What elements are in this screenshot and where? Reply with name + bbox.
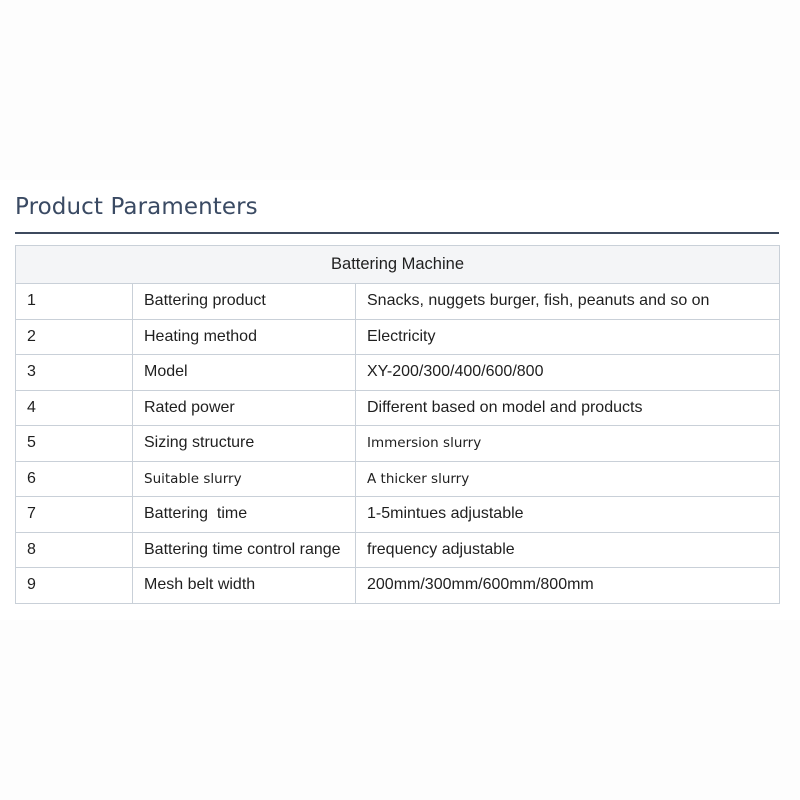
parameter-name: Mesh belt width: [133, 568, 356, 604]
parameter-value: frequency adjustable: [356, 532, 780, 568]
table-row: [16, 284, 780, 320]
table-row: [16, 390, 780, 426]
table-header: Battering Machine: [16, 246, 780, 284]
parameter-value: XY-200/300/400/600/800: [356, 355, 780, 391]
table-header-row: [16, 246, 780, 284]
row-number: 6: [16, 461, 133, 497]
parameter-value: Snacks, nuggets burger, fish, peanuts and so on: [356, 284, 780, 320]
page-title: Product Paramenters: [15, 194, 258, 220]
parameter-name: Heating method: [133, 319, 356, 355]
row-number: 1: [16, 284, 133, 320]
row-number: 3: [16, 355, 133, 391]
parameter-name: Battering product: [133, 284, 356, 320]
parameter-value: Immersion slurry: [356, 426, 780, 462]
table-row: [16, 461, 780, 497]
parameter-name: Suitable slurry: [133, 461, 356, 497]
parameter-name: Model: [133, 355, 356, 391]
parameter-value: Electricity: [356, 319, 780, 355]
parameters-table: [15, 245, 780, 604]
parameter-value: Different based on model and products: [356, 390, 780, 426]
row-number: 9: [16, 568, 133, 604]
parameter-name: Rated power: [133, 390, 356, 426]
row-number: 4: [16, 390, 133, 426]
table-row: [16, 426, 780, 462]
table-row: [16, 532, 780, 568]
table-row: [16, 319, 780, 355]
title-divider: [15, 232, 779, 234]
row-number: 7: [16, 497, 133, 533]
parameter-value: 1-5mintues adjustable: [356, 497, 780, 533]
row-number: 8: [16, 532, 133, 568]
table-row: [16, 568, 780, 604]
parameter-value: A thicker slurry: [356, 461, 780, 497]
parameter-name: Sizing structure: [133, 426, 356, 462]
table-row: [16, 355, 780, 391]
table-row: [16, 497, 780, 533]
row-number: 5: [16, 426, 133, 462]
parameter-name: Battering time control range: [133, 532, 356, 568]
row-number: 2: [16, 319, 133, 355]
parameter-value: 200mm/300mm/600mm/800mm: [356, 568, 780, 604]
parameter-name: Battering time: [133, 497, 356, 533]
